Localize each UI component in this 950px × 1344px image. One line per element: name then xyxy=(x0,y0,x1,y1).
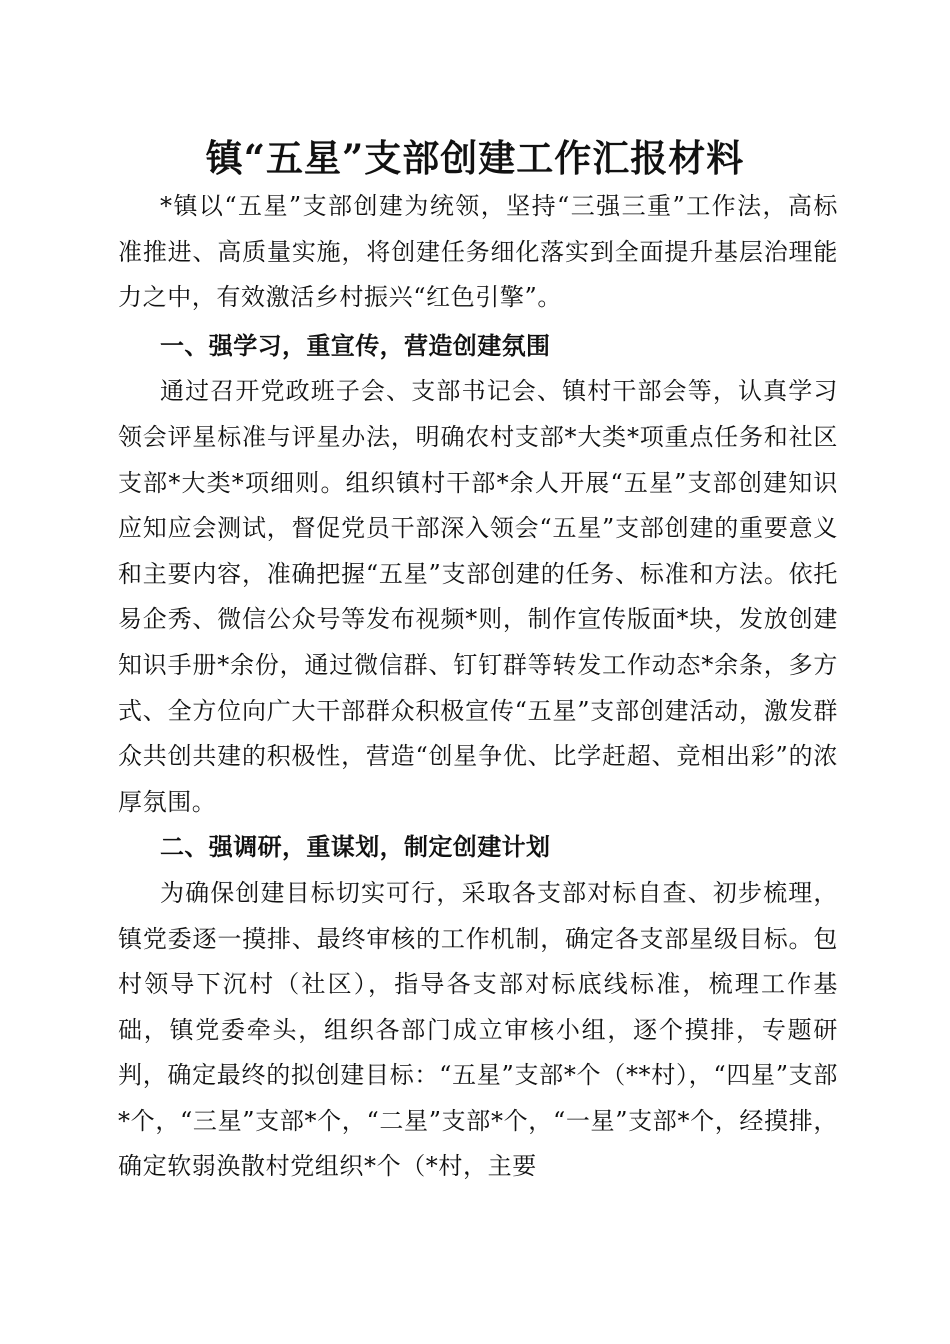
document-title: 镇“五星”支部创建工作汇报材料 xyxy=(205,136,745,180)
section-2-paragraph: 为确保创建目标切实可行，采取各支部对标自查、初步梳理，镇党委逐一摸排、最终审核的工作机制，确定各支部星级目标。包村领导下沉村（社区），指导各支部对标底线标准，梳理工作基础，镇党委牵头，组织各部门成立审核小组，逐个摸排，专题研判，确定最终的拟创建目标：“五星”支部*个（**村），“四星”支部*个，“三星”支部*个，“二星”支部*个，“一星”支部*个，经摸排，确定软弱涣散村党组织*个（*村，主要 xyxy=(118,878,838,1181)
intro-paragraph: *镇以“五星”支部创建为统领，坚持“三强三重”工作法，高标准推进、高质量实施，将创建任务细化落实到全面提升基层治理能力之中，有效激活乡村振兴“红色引擎”。 xyxy=(118,192,838,312)
section-1-paragraph: 通过召开党政班子会、支部书记会、镇村干部会等，认真学习领会评星标准与评星办法，明确农村支部*大类*项重点任务和社区支部*大类*项细则。组织镇村干部*余人开展“五星”支部创建知识应知应会测试，督促党员干部深入领会“五星”支部创建的重要意义和主要内容，准确把握“五星”支部创建的任务、标准和方法。依托易企秀、微信公众号等发布视频*则，制作宣传版面*块，发放创建知识手册*余份，通过微信群、钉钉群等转发工作动态*余条，多方式、全方位向广大干部群众积极宣传“五星”支部创建活动，激发群众共创共建的积极性，营造“创星争优、比学赶超、竞相出彩”的浓厚氛围。 xyxy=(118,377,838,816)
document-body xyxy=(118,184,838,1190)
section-1-heading: 一、强学习，重宣传，营造创建氛围 xyxy=(160,331,551,360)
section-2-heading: 二、强调研，重谋划，制定创建计划 xyxy=(160,833,551,862)
